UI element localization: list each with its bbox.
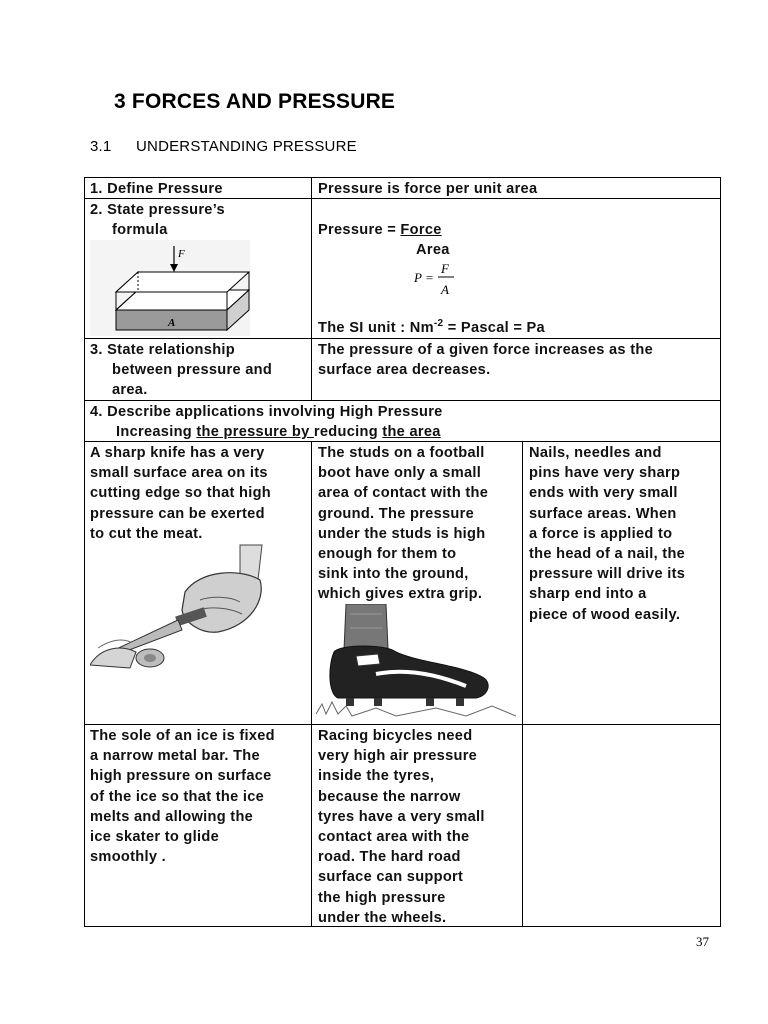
football-boot-illustration: [316, 604, 516, 720]
row1-question: 1. Define Pressure: [90, 181, 223, 197]
row2-question-line1: 2. State pressure’s: [90, 202, 225, 218]
svg-text:F: F: [441, 261, 449, 276]
row4-heading: 4. Describe applications involving High Pressure Increasing the pressure by reducing the area: [90, 404, 443, 441]
section-title-text: UNDERSTANDING PRESSURE: [136, 138, 357, 155]
area-label: A: [168, 317, 176, 329]
svg-text:P =: P =: [414, 270, 434, 285]
formula-denominator: Area: [416, 242, 450, 258]
page-number: 37: [696, 934, 709, 949]
row2-question: [84, 199, 311, 240]
chapter-title: 3 FORCES AND PRESSURE: [114, 90, 396, 113]
knife-illustration: [90, 540, 290, 675]
svg-text:A: A: [441, 282, 449, 297]
force-label: F: [178, 248, 185, 260]
app-football-text: The studs on a football boot have only a small area of contact with the ground. The pressure under the studs is high enough for them to sink into the ground, which gives extra grip.: [318, 445, 489, 603]
section-number: 3.1: [90, 138, 112, 155]
app-bicycle-text: Racing bicycles need very high air pressure inside the tyres, because the narrow tyres have a very small contact area with the road. The hard road surface can support the high pressure under the wheels.: [318, 728, 485, 926]
formula-numerator: Force: [400, 222, 442, 238]
app-nails-text: Nails, needles and pins have very sharp ends with very small surface areas. When a force is applied to the head of a nail, the pressure will drive its sharp end into a piece of wood easily.: [529, 445, 686, 623]
empty-cell: [523, 725, 720, 925]
app-knife-text: A sharp knife has a very small surface area on its cutting edge so that high pressure can be exerted to cut the meat.: [90, 445, 271, 542]
row1-answer: Pressure is force per unit area: [318, 181, 538, 197]
symbolic-formula: [410, 259, 470, 299]
formula-word: Pressure = Force: [318, 222, 442, 238]
row2-question-line2: formula: [112, 222, 168, 239]
si-unit: The SI unit : $Nm^{-2}$ = Pascal = Pa: [318, 318, 545, 336]
app-ice-skate-text: The sole of an ice is fixed a narrow metal bar. The high pressure on surface of the ice so that the ice melts and allowing the ice skater to glide smoothly .: [90, 728, 275, 866]
row3-answer: The pressure of a given force increases as the surface area decreases.: [318, 342, 653, 379]
section-title: [90, 138, 357, 155]
box-figure: [90, 240, 250, 336]
row3-question: 3. State relationship between pressure and area.: [90, 342, 273, 399]
